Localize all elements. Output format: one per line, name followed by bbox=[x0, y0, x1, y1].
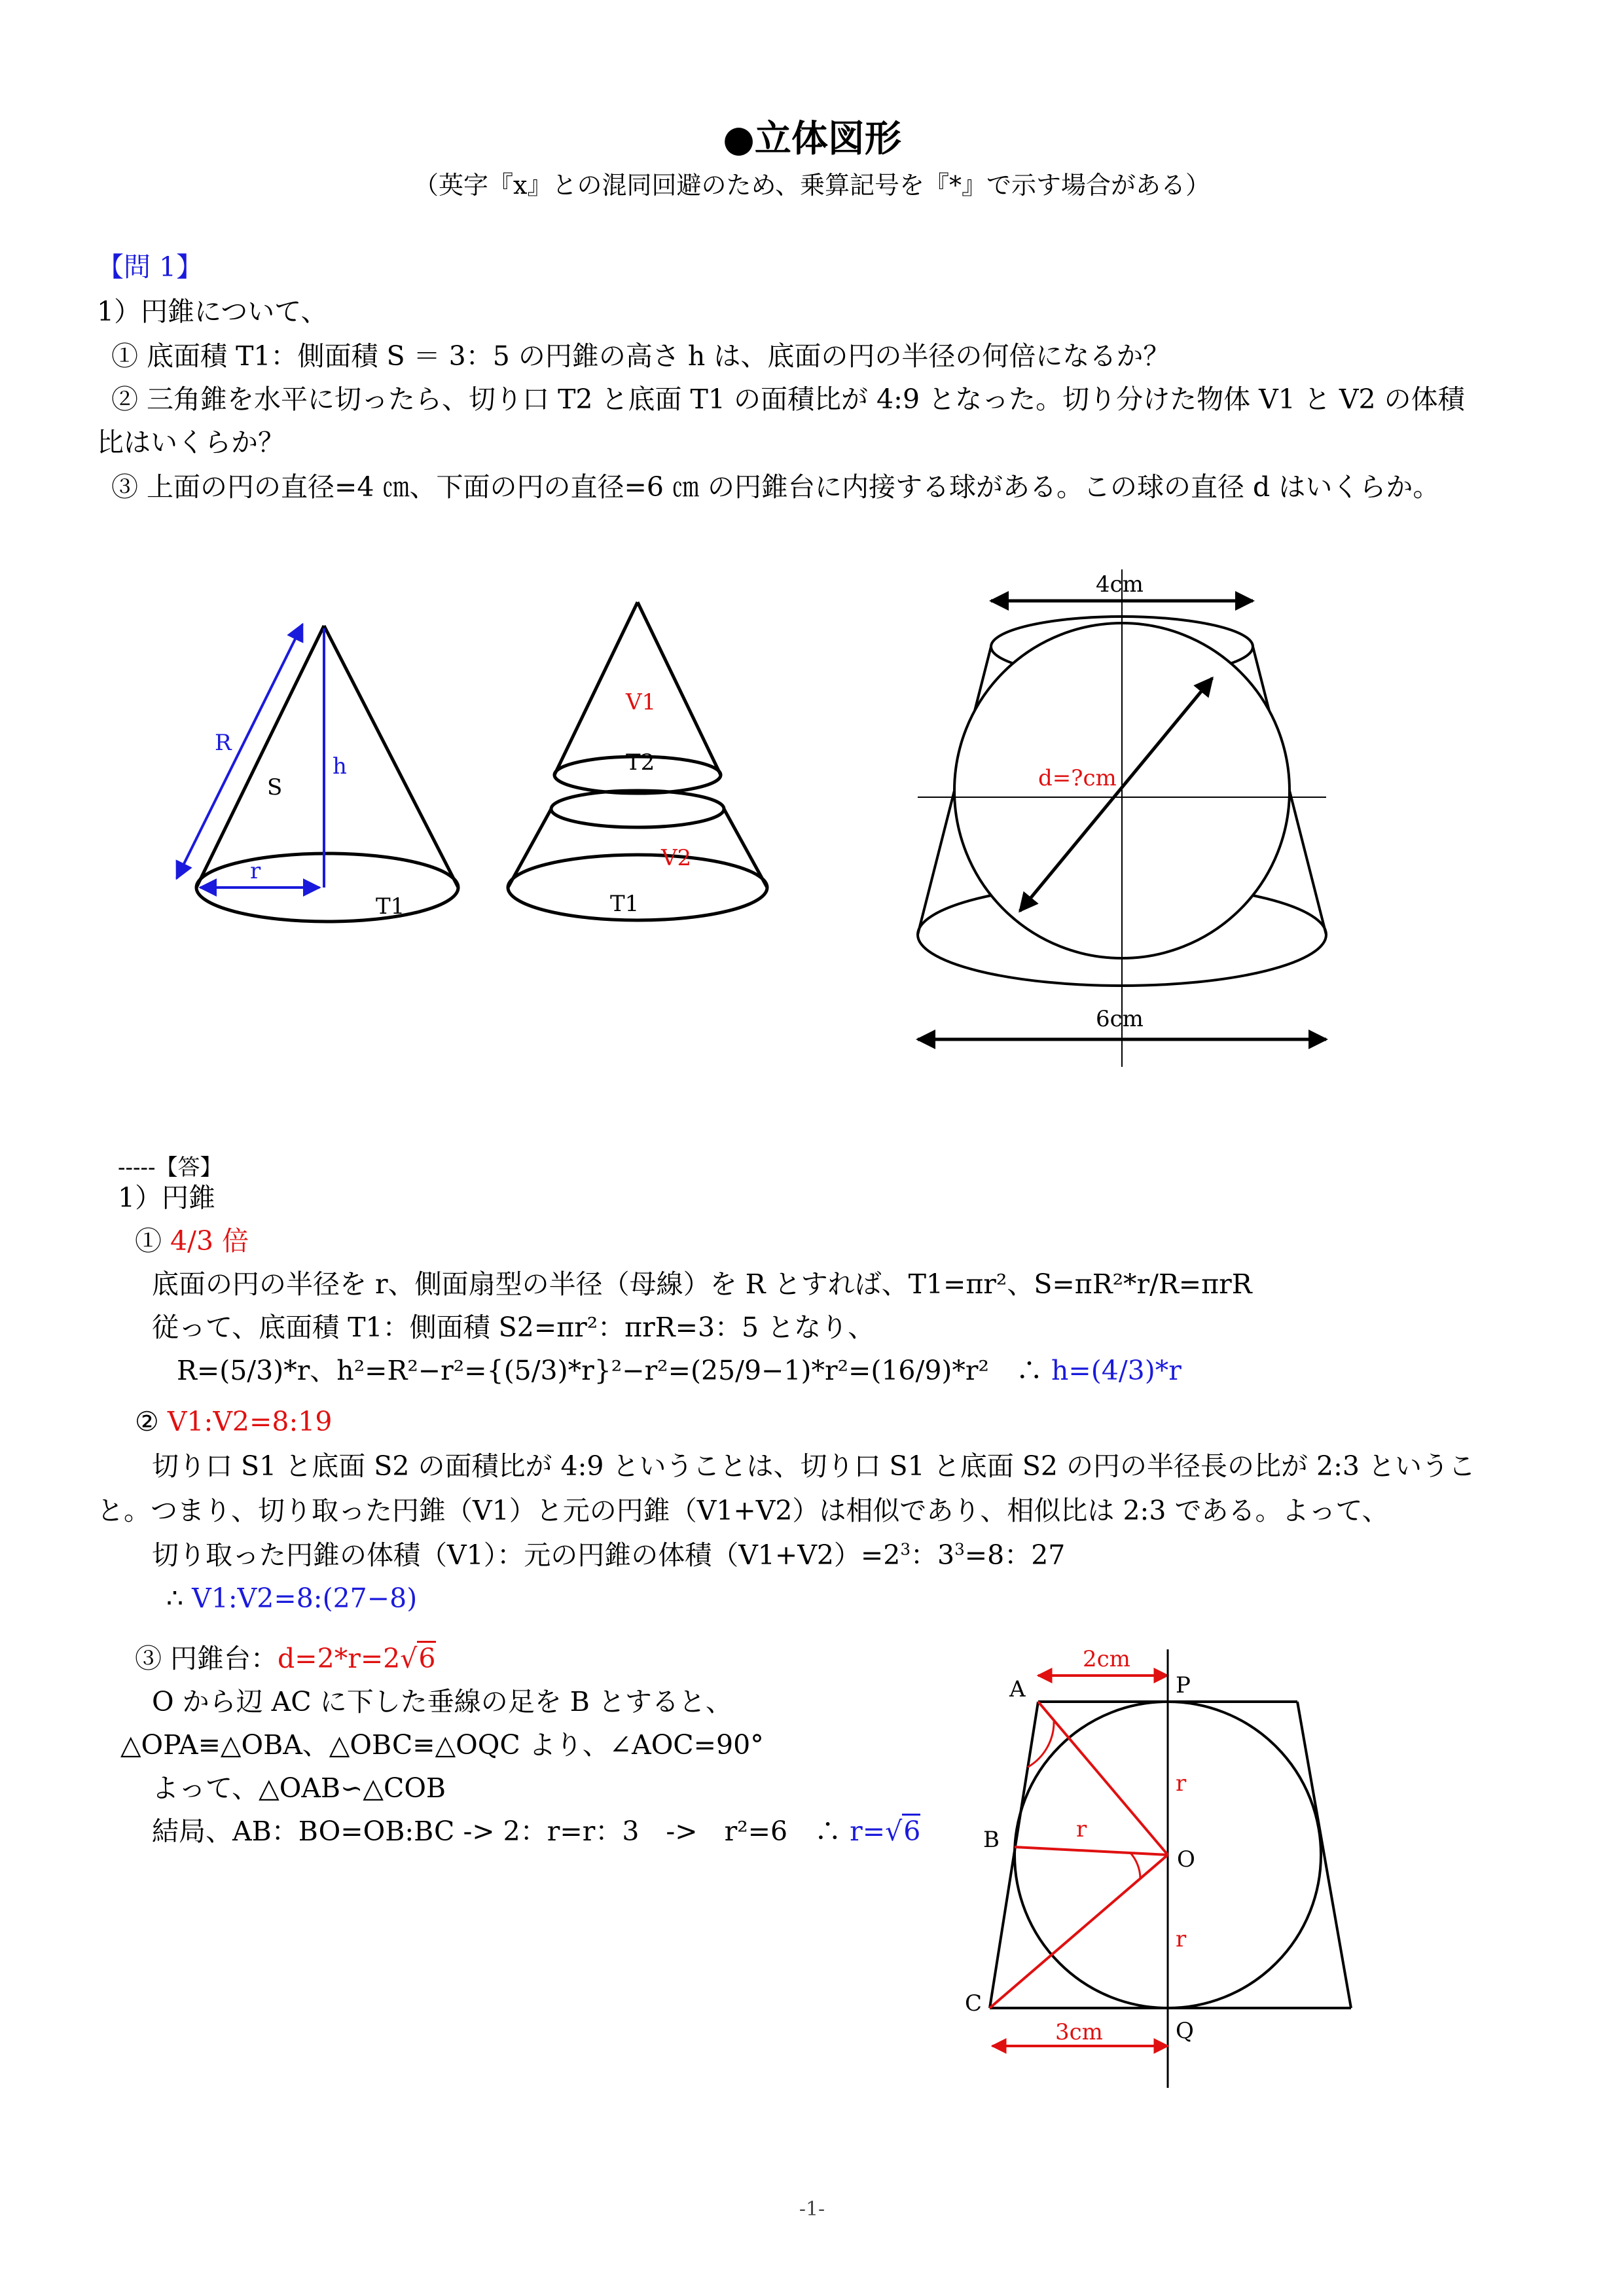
answer-1-title bbox=[135, 1225, 249, 1257]
label-r-AB: r bbox=[1076, 1816, 1087, 1842]
question-2-line2: 比はいくらか？ bbox=[97, 427, 285, 458]
label-P: P bbox=[1176, 1672, 1191, 1698]
answer-3-conclusion: r=√6 bbox=[850, 1814, 920, 1847]
answer-2-line3 bbox=[152, 1539, 1065, 1571]
page-subtitle: （英字『x』との混同回避のため、乗算記号を『*』で示す場合がある） bbox=[414, 171, 1210, 200]
answer-3-conclusion-pre: r= bbox=[850, 1816, 886, 1847]
right-edge bbox=[1297, 1702, 1351, 2008]
answer-heading: -----【答】 bbox=[118, 1155, 223, 1181]
answer-2-exp2: 3 bbox=[954, 1539, 965, 1559]
answer-3-title bbox=[135, 1643, 436, 1675]
label-T1: T1 bbox=[610, 891, 640, 917]
answer-3-derivation: 結局、AB：BO=OB:BC -> 2：r=r：3 -> r²=6 ∴ bbox=[152, 1816, 842, 1847]
answer-3-line1: O から辺 AC に下した垂線の足を B とすると、 bbox=[152, 1686, 732, 1717]
answer-1-line3 bbox=[177, 1355, 1182, 1387]
figure-cross-section bbox=[956, 1636, 1375, 2094]
cut-section-bottom bbox=[551, 791, 724, 827]
label-r-OQ: r bbox=[1176, 1926, 1187, 1952]
answer-3-prefix: ③ 円錐台： bbox=[135, 1643, 278, 1674]
label-C: C bbox=[965, 1990, 983, 2017]
answer-2-line3-post: =8：27 bbox=[964, 1539, 1066, 1571]
cone-left-edge bbox=[196, 626, 324, 888]
answer-1-derivation: R=(5/3)*r、h²=R²−r²={(5/3)*r}²−r²=(25/9−1)*r²=(16/9)*r² ∴ bbox=[177, 1355, 1043, 1386]
label-O: O bbox=[1177, 1846, 1195, 1873]
label-d: d=?cm bbox=[1038, 765, 1117, 791]
figure-frustum-sphere bbox=[903, 563, 1335, 1073]
answer-2-line2: と。つまり、切り取った円錐（V1）と元の円錐（V1+V2）は相似であり、相似比は 2:3 である。よって、 bbox=[97, 1495, 1389, 1526]
answer-1-num: ① bbox=[135, 1225, 162, 1257]
answer-3-result: d=2*r=2√6 bbox=[278, 1641, 435, 1674]
answer-3-line3: よって、△OAB∽△COB bbox=[152, 1772, 446, 1804]
label-h: h bbox=[333, 753, 347, 780]
answer-2-conclusion-line bbox=[166, 1583, 417, 1615]
answer-3-conclusion-radicand: 6 bbox=[902, 1814, 920, 1847]
answer-2-title bbox=[135, 1406, 332, 1438]
label-r: r bbox=[250, 858, 261, 884]
answer-2-conclusion: V1:V2=8:(27−8) bbox=[192, 1583, 418, 1614]
answer-2-line3-mid: ：3 bbox=[911, 1539, 955, 1571]
label-2cm: 2cm bbox=[1083, 1646, 1130, 1672]
segment-BO bbox=[1015, 1847, 1168, 1855]
label-V2: V2 bbox=[661, 845, 692, 871]
label-B: B bbox=[983, 1827, 1000, 1853]
answer-1-result: 4/3 倍 bbox=[170, 1225, 249, 1257]
label-S: S bbox=[267, 774, 283, 800]
angle-mark-O bbox=[1130, 1852, 1140, 1878]
label-T2: T2 bbox=[626, 749, 655, 776]
question-1: ① 底面積 T1：側面積 S ＝ 3：5 の円錐の高さ h は、底面の円の半径の何倍になるか？ bbox=[111, 340, 1170, 372]
figure-cut-cone bbox=[497, 589, 799, 942]
answer-3-line2: △OPA≡△OBA、△OBC≡△OQC より、∠AOC=90° bbox=[120, 1729, 764, 1761]
label-Q: Q bbox=[1176, 2018, 1194, 2044]
question-heading: 【問 1】 bbox=[97, 251, 204, 283]
label-top-diameter: 4cm bbox=[1096, 571, 1144, 598]
answer-2-therefore: ∴ bbox=[166, 1583, 184, 1614]
answer-section: 1）円錐 bbox=[118, 1182, 216, 1213]
answer-1-line2: 従って、底面積 T1：側面積 S2=πr²：πrR=3：5 となり、 bbox=[152, 1312, 875, 1343]
label-V1: V1 bbox=[626, 689, 657, 715]
answer-3-line4 bbox=[152, 1816, 920, 1848]
label-R: R bbox=[215, 730, 232, 756]
answer-1-conclusion: h=(4/3)*r bbox=[1051, 1355, 1182, 1386]
label-r-OP: r bbox=[1176, 1770, 1187, 1797]
answer-3-result-radicand: 6 bbox=[417, 1641, 435, 1674]
label-3cm: 3cm bbox=[1055, 2019, 1103, 2045]
figure-cone bbox=[157, 602, 478, 942]
upper-left-edge bbox=[554, 602, 638, 775]
question-3: ③ 上面の円の直径=4 ㎝、下面の円の直径=6 ㎝ の円錐台に内接する球がある。この球の直径 d はいくらか。 bbox=[111, 471, 1440, 503]
question-2-line1: ② 三角錐を水平に切ったら、切り口 T2 と底面 T1 の面積比が 4:9 となった。切り分けた物体 V1 と V2 の体積 bbox=[111, 384, 1465, 415]
answer-3-result-pre: d=2*r=2 bbox=[278, 1643, 401, 1674]
segment-AO bbox=[1038, 1702, 1168, 1855]
label-T1: T1 bbox=[376, 893, 405, 920]
label-bottom-diameter: 6cm bbox=[1096, 1006, 1144, 1032]
page-title: ●立体図形 bbox=[723, 118, 901, 160]
question-intro: 1）円錐について、 bbox=[97, 296, 328, 327]
answer-1-line1: 底面の円の半径を r、側面扇型の半径（母線）を R とすれば、T1=πr²、S=πR²*r/R=πrR bbox=[152, 1268, 1252, 1300]
answer-2-num: ② bbox=[135, 1406, 159, 1437]
answer-2-result: V1:V2=8:19 bbox=[167, 1406, 333, 1437]
answer-2-exp1: 3 bbox=[900, 1539, 911, 1559]
answer-2-line1: 切り口 S1 と底面 S2 の面積比が 4:9 ということは、切り口 S1 と底面 S2 の円の半径長の比が 2:3 というこ bbox=[152, 1450, 1476, 1482]
answer-2-line3-pre: 切り取った円錐の体積（V1）：元の円錐の体積（V1+V2）=2 bbox=[152, 1539, 901, 1571]
slant-arrow bbox=[177, 624, 302, 878]
page-number: -1- bbox=[799, 2198, 825, 2221]
label-A: A bbox=[1009, 1676, 1026, 1702]
